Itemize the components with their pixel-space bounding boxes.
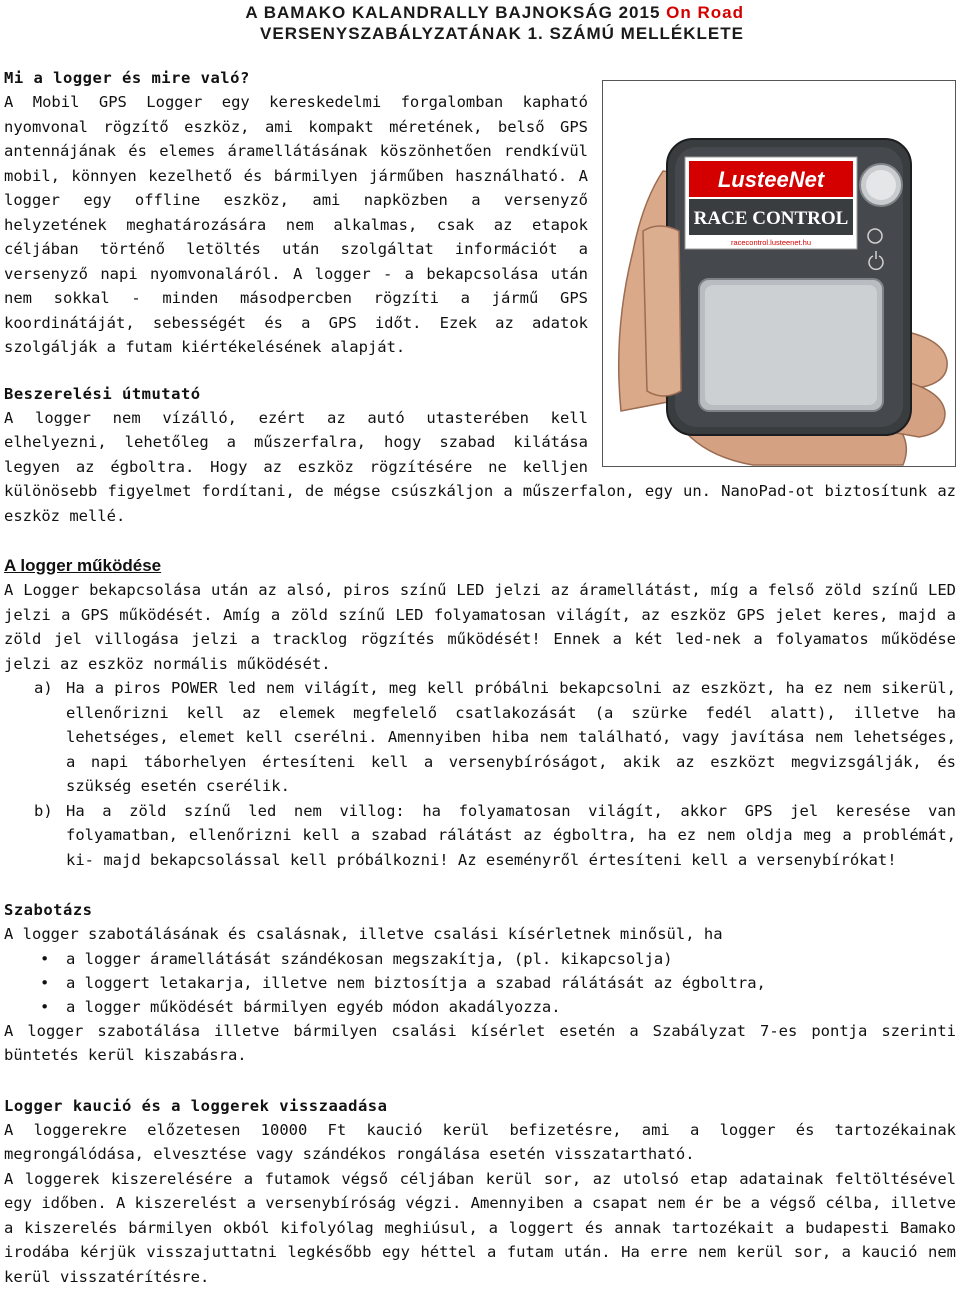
spacer (4, 872, 956, 898)
list-marker: b) (34, 799, 53, 824)
list-item-text: Ha a zöld színű led nem villog: ha folyamatosan világít, akkor GPS jel keresése van folyamatban, ellenőrizni kell a szabad rálátást az égboltra, ha ez nem oldja meg a problémát, ki- majd bekapcsolással kell próbálkozni! Az eseményről értesíteni kell a versenybírókat! (66, 802, 956, 869)
list-item-text: a logger működését bármilyen egyéb módon akadályozza. (66, 998, 561, 1016)
list-item (66, 995, 956, 1019)
sabotage-bullet-list (4, 947, 956, 1019)
bullet-icon: • (40, 995, 49, 1019)
section-closing-sabotage: A logger szabotálása illetve bármilyen csalási kísérlet esetén a Szabályzat 7-es pontja szerinti büntetés kerül kiszabásra. (4, 1019, 956, 1068)
logger-device-photo (602, 80, 956, 467)
section-paragraph-operation: A Logger bekapcsolása után az alsó, piros színű LED jelzi az áramellátást, míg a felső zöld színű LED jelzi a GPS működését. Amíg a zöld színű LED folyamatosan világít, az eszköz GPS jelet keres, majd a zöld jel villogása jelzi a tracklog rögzítés működését! Ennek a két led-nek a folyamatos működése jelzi az eszköz normális működését. (4, 578, 956, 676)
brand-logo-text: LusteeNet (718, 167, 826, 192)
spacer (4, 1068, 956, 1094)
section-paragraph-installation: A logger nem vízálló, ezért az autó utasterében kell elhelyezni, lehetőleg a műszerfalra, hogy szabad kilátása legyen az égboltra. Hogy az eszköz rögzítésére ne kelljen különösebb figyelmet fordítani, de mégse csúszkáljon a műszerfalon, egy un. NanoPad-ot biztosítunk az eszköz mellé. (4, 406, 956, 529)
spacer (4, 528, 956, 554)
bullet-icon: • (40, 947, 49, 971)
operation-list (4, 676, 956, 872)
section-intro-sabotage: A logger szabotálásának és csalásnak, illetve csalási kísérletnek minősül, ha (4, 922, 956, 947)
list-marker: a) (34, 676, 53, 701)
section-title-what-is-logger: Mi a logger és mire való? (4, 66, 956, 90)
bullet-icon: • (40, 971, 49, 995)
section-title-installation: Beszerelési útmutató (4, 382, 956, 406)
list-item-text: Ha a piros POWER led nem világít, meg kell próbálni bekapcsolni az eszközt, ha ez nem sikerül, ellenőrizni kell az elemek megfelelő csatlakozását (a szürke fedél alatt), illetve ha lehetséges, elemet kell cserélni. Amennyiben hiba nem található, vagy javítása nem lehetséges, a napi táborhelyen értesíteni kell a versenybíróságot, akik az eszközt megvizsgálják, és szükség esetén cserélik. (66, 679, 956, 795)
section-title-deposit: Logger kaució és a loggerek visszaadása (4, 1094, 956, 1118)
document-header (245, 2, 744, 44)
hand-grip-finger (643, 226, 681, 396)
logger-device-illustration (603, 81, 955, 466)
header-on-road: On Road (666, 3, 744, 22)
section-title-operation: A logger működése (4, 554, 956, 578)
device-cover-highlight (705, 285, 877, 405)
section-title-sabotage: Szabotázs (4, 898, 956, 922)
section-paragraph-deposit-2: A loggerek kiszerelésére a futamok végső céljában kerül sor, az utolsó etap adatainak feltöltésével egy időben. A kiszerelést a versenybíróság végzi. Amennyiben a csapat nem ér be a végső célba, illetve a kiszerelés bármilyen okból kifolyólag meghiúsul, a loggert és annak tartozékait a budapesti Bamako irodába kérjük visszajuttatni legkésőbb egy héttel a futam után. Ha erre nem kerül sor, a kaució nem kerül visszatérítésre. (4, 1167, 956, 1289)
list-item-text: a logger áramellátását szándékosan megszakítja, (pl. kikapcsolja) (66, 950, 673, 968)
product-name-text: RACE CONTROL (694, 208, 849, 229)
header-line-2: VERSENYSZABÁLYZATÁNAK 1. SZÁMÚ MELLÉKLETE (245, 23, 744, 44)
header-line-1 (245, 2, 744, 23)
list-item (66, 947, 956, 971)
document-body (4, 66, 956, 1289)
list-item (66, 971, 956, 995)
product-url-text: racecontrol.lusteenet.hu (731, 238, 811, 247)
list-item (66, 676, 956, 799)
section-paragraph-deposit-1: A loggerekre előzetesen 10000 Ft kaució kerül befizetésre, ami a logger és tartozékainak megrongálódása, elvesztése vagy szándékos rongálása esetén visszatartható. (4, 1118, 956, 1167)
section-paragraph-what-is-logger: A Mobil GPS Logger egy kereskedelmi forgalomban kapható nyomvonal rögzítő eszköz, ami kompakt méretének, belső GPS antennájának és elemes áramellátásának köszönhetően rendkívül mobil, könnyen kezelhető és bármilyen járműben használható. A logger egy offline eszköz, ami napközben a versenyző helyzetének meghatározására nem alkalmas, csak az etapok céljában történő letöltés után szolgáltat információt a versenyző napi nyomvonaláról. A logger - a bekapcsolása után nem sokkal - minden másodpercben rögzíti a jármű GPS koordinátáját, sebességét és a GPS időt. Ezek az adatok szolgálják a futam kiértékelésének alapját. (4, 90, 956, 360)
header-title-prefix: A BAMAKO KALANDRALLY BAJNOKSÁG 2015 (245, 3, 660, 22)
list-item (66, 799, 956, 873)
list-item-text: a loggert letakarja, illetve nem biztosítja a szabad rálátását az égboltra, (66, 974, 766, 992)
power-button-inner (866, 170, 896, 200)
